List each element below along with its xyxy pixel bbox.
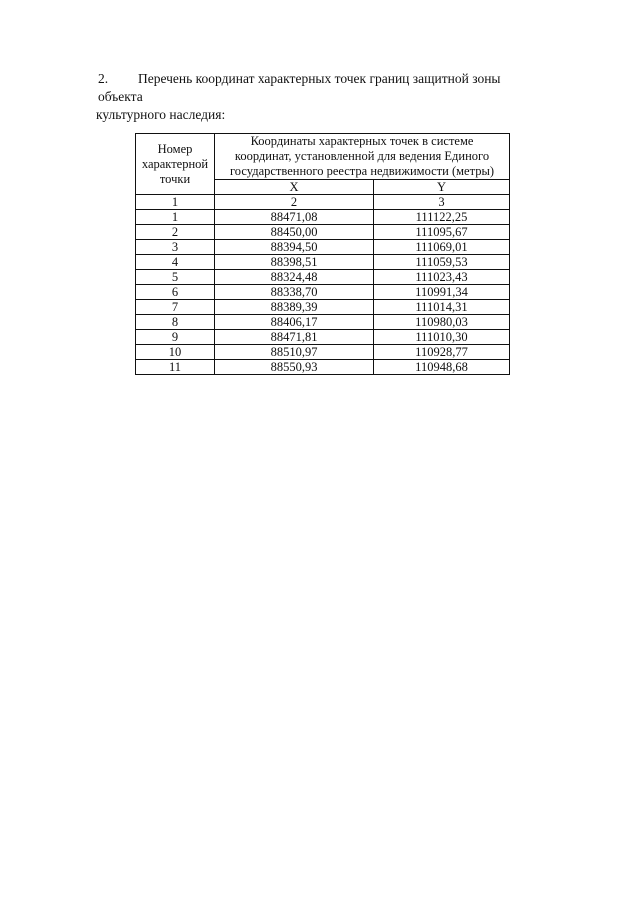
x-coordinate-cell: 88406,17 xyxy=(215,315,374,330)
table-body xyxy=(136,210,510,375)
point-number-cell: 11 xyxy=(136,360,215,375)
x-coordinate-cell: 88394,50 xyxy=(215,240,374,255)
table-header-row xyxy=(136,134,510,180)
point-number-cell: 10 xyxy=(136,345,215,360)
index-cell: 3 xyxy=(374,195,510,210)
y-coordinate-cell: 111069,01 xyxy=(374,240,510,255)
y-coordinate-cell: 111014,31 xyxy=(374,300,510,315)
table-row xyxy=(136,255,510,270)
point-number-cell: 5 xyxy=(136,270,215,285)
table-row xyxy=(136,330,510,345)
x-coordinate-cell: 88450,00 xyxy=(215,225,374,240)
table-row xyxy=(136,360,510,375)
y-coordinate-cell: 111122,25 xyxy=(374,210,510,225)
x-coordinate-cell: 88510,97 xyxy=(215,345,374,360)
index-cell: 2 xyxy=(215,195,374,210)
header-coords-line-2: координат, установленной для ведения Единого xyxy=(234,149,490,163)
table-row xyxy=(136,285,510,300)
header-point-line-2: характерной xyxy=(141,156,209,171)
point-number-cell: 1 xyxy=(136,210,215,225)
header-y: Y xyxy=(374,180,510,195)
y-coordinate-cell: 111010,30 xyxy=(374,330,510,345)
y-coordinate-cell: 111095,67 xyxy=(374,225,510,240)
point-number-cell: 7 xyxy=(136,300,215,315)
point-number-cell: 3 xyxy=(136,240,215,255)
header-coords-line-3: государственного реестра недвижимости (метры) xyxy=(229,164,495,178)
x-coordinate-cell: 88324,48 xyxy=(215,270,374,285)
y-coordinate-cell: 111023,43 xyxy=(374,270,510,285)
table-row xyxy=(136,240,510,255)
table-row xyxy=(136,315,510,330)
section-heading xyxy=(98,70,543,124)
y-coordinate-cell: 111059,53 xyxy=(374,255,510,270)
coordinates-table xyxy=(135,133,510,375)
header-point-line-3: точки xyxy=(159,171,191,186)
table-row xyxy=(136,210,510,225)
x-coordinate-cell: 88550,93 xyxy=(215,360,374,375)
y-coordinate-cell: 110991,34 xyxy=(374,285,510,300)
point-number-cell: 4 xyxy=(136,255,215,270)
header-coordinates xyxy=(215,134,510,180)
index-cell: 1 xyxy=(136,195,215,210)
y-coordinate-cell: 110980,03 xyxy=(374,315,510,330)
table-row xyxy=(136,225,510,240)
point-number-cell: 8 xyxy=(136,315,215,330)
table-row xyxy=(136,300,510,315)
x-coordinate-cell: 88471,81 xyxy=(215,330,374,345)
header-point-line-1: Номер xyxy=(157,141,193,156)
x-coordinate-cell: 88338,70 xyxy=(215,285,374,300)
point-number-cell: 6 xyxy=(136,285,215,300)
x-coordinate-cell: 88398,51 xyxy=(215,255,374,270)
heading-line-2: культурного наследия: xyxy=(96,107,226,122)
section-number: 2. xyxy=(98,71,109,86)
heading-line-1: Перечень координат характерных точек границ защитной зоны объекта xyxy=(98,71,501,104)
y-coordinate-cell: 110948,68 xyxy=(374,360,510,375)
header-point-number xyxy=(136,134,215,195)
table-index-row xyxy=(136,195,510,210)
header-x: X xyxy=(215,180,374,195)
header-coords-line-1: Координаты характерных точек в системе xyxy=(250,134,474,148)
x-coordinate-cell: 88471,08 xyxy=(215,210,374,225)
table-row xyxy=(136,345,510,360)
point-number-cell: 2 xyxy=(136,225,215,240)
point-number-cell: 9 xyxy=(136,330,215,345)
table-row xyxy=(136,270,510,285)
x-coordinate-cell: 88389,39 xyxy=(215,300,374,315)
y-coordinate-cell: 110928,77 xyxy=(374,345,510,360)
